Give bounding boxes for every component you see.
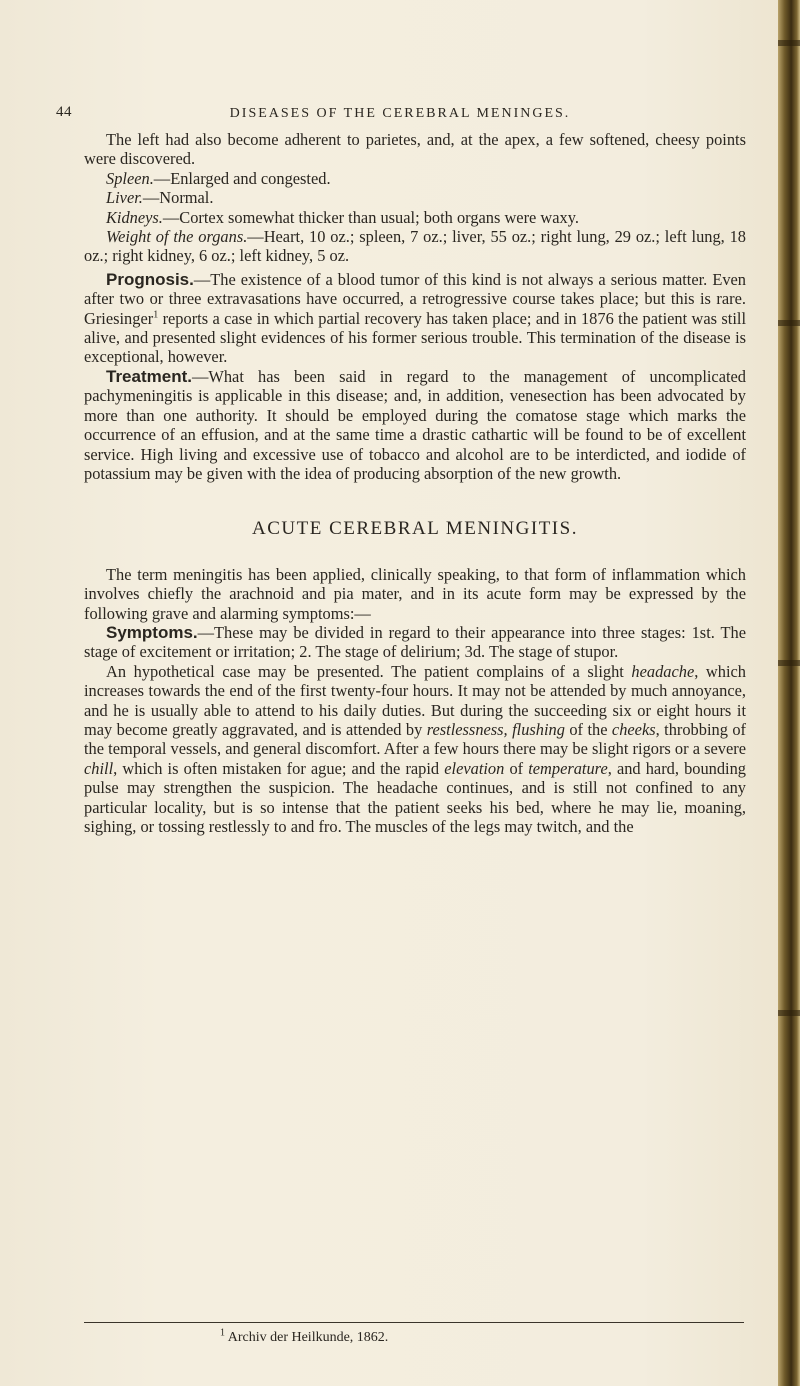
section-intro: The term meningitis has been applied, clinically speaking, to that form of inflammation which involves chiefly the arachnoid and pia mater, and in its acute form may be expressed by the following grave and alarming symptoms:— [84,564,746,623]
page-number: 44 [56,104,72,120]
page-edge-band [778,320,800,326]
footnote-mark: 1 [220,1327,225,1339]
liver-line [84,188,746,207]
term-temperature: temperature [528,758,608,778]
weight-label: Weight of the organs. [106,227,248,247]
case-text: , and hard, bounding pulse may strengthen the suspicion. The headache continues, and is still not confined to any particular locality, but is so intense that the patient seeks his bed, where he may lie, moaning, sighing, or tossing restlessly to and fro. The muscles of the legs may twitch, and the [84,758,746,836]
page-edge-band [778,660,800,666]
prognosis-paragraph [84,270,746,367]
prognosis-text-a: —The existence of a blood tumor of this kind is not always a serious matter. Even after two or three extravasations have occurred, a retrogressive course takes place; but this is rare. Griesinger [84,269,746,328]
spleen-line [84,169,746,188]
footnote [220,1327,389,1346]
case-text: , which increases towards the end of the first twenty-four hours. It may not be attended by much annoyance, and he is usually able to attend to his daily duties. But during the succeeding six or eight hours it may become greatly aggravated, and is attended by [84,661,746,739]
case-text: , which is often mistaken for ague; and the rapid [113,758,445,778]
footnote-ref: 1 [153,309,159,321]
treatment-text: —What has been said in regard to the management of uncomplicated pachymeningitis is applicable in this disease; and, in addition, venesection has been advocated by more than one authority. It should be employed during the comatose stage which marks the occurrence of an effusion, and at the same time a drastic cathartic will be found to be of excellent service. High living and excessive use of tobacco and alcohol are to be interdicted, and iodide of potassium may be given with the idea of producing absorption of the new growth. [84,366,746,483]
liver-label: Liver. [106,188,143,208]
treatment-paragraph [84,367,746,483]
section-title: ACUTE CEREBRAL MENINGITIS. [252,518,578,540]
footnote-divider [84,1322,744,1323]
prognosis-heading: Prognosis. [106,269,194,289]
spleen-text: —Enlarged and congested. [153,168,331,188]
case-text: of [504,758,529,778]
term-headache: headache [631,661,695,681]
term-restlessness: restlessness, flushing [426,719,565,739]
term-cheeks: cheeks [611,719,656,739]
weight-line [84,227,746,266]
term-elevation: elevation [444,758,505,778]
footnote-text: Archiv der Heilkunde, 1862. [225,1330,389,1345]
running-title: DISEASES OF THE CEREBRAL MENINGES. [229,106,571,121]
prognosis-text-b: reports a case in which partial recovery has taken place; and in 1876 the patient was still alive, and presented slight evidences of his former serious trouble. This termination of the disease is exceptional, however. [84,308,746,367]
term-chill: chill [84,758,114,778]
kidneys-line [84,208,746,227]
case-text: of the [564,719,612,739]
symptoms-paragraph [84,623,746,662]
page-edge-band [778,1010,800,1016]
body-text [84,130,746,836]
weight-text: —Heart, 10 oz.; spleen, 7 oz.; liver, 55 oz.; right lung, 29 oz.; left lung, 18 oz.; right kidney, 6 oz.; left kidney, 5 oz. [84,227,746,266]
page-edge [778,0,800,1386]
page-edge-band [778,40,800,46]
symptoms-text: —These may be divided in regard to their appearance into three stages: 1st. The stage of excitement or irritation; 2. The stage of delirium; 3d. The stage of stupor. [84,622,746,662]
kidneys-label: Kidneys. [106,207,163,227]
liver-text: —Normal. [142,188,214,208]
case-text: , throbbing of the temporal vessels, and general discomfort. After a few hours there may be slight rigors or a severe [84,719,746,759]
spleen-label: Spleen. [106,168,154,188]
autopsy-intro: The left had also become adherent to parietes, and, at the apex, a few softened, cheesy points were discovered. [84,130,746,169]
symptoms-heading: Symptoms. [106,622,198,642]
case-text: An hypothetical case may be presented. The patient complains of a slight [106,661,632,681]
hypothetical-case-paragraph [84,662,746,837]
treatment-heading: Treatment. [106,366,192,386]
kidneys-text: —Cortex somewhat thicker than usual; both organs were waxy. [162,207,579,227]
